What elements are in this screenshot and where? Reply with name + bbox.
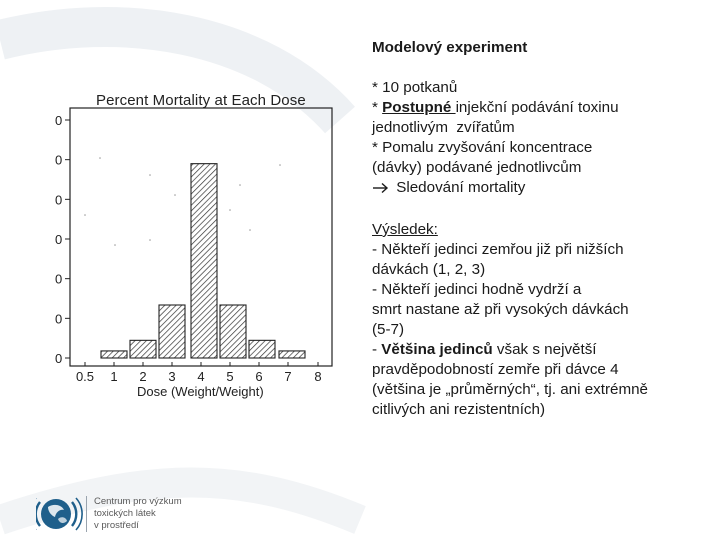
desc-line: jednotlivým zvířatům: [372, 119, 515, 136]
bar-dose-2: [130, 340, 156, 358]
results-bold: Většina jedinců: [381, 341, 493, 358]
x-tick-label: 4: [197, 369, 205, 384]
logo-line: toxických látek: [94, 508, 156, 519]
noise-dot: [149, 174, 151, 176]
results-line: citlivých ani rezistentních): [372, 401, 546, 418]
desc-underlined: Postupné: [382, 99, 456, 116]
chart-x-axis-label: Dose (Weight/Weight): [137, 384, 264, 399]
x-tick-label: 3: [168, 369, 176, 384]
bar-dose-3: [159, 305, 185, 358]
results-line: smrt nastane až při vysokých dávkách: [372, 301, 629, 318]
desc-line: (dávky) podávané jednotlivcům: [372, 159, 582, 176]
bar-dose-4: [191, 164, 217, 358]
y-tick-label: 0: [55, 152, 63, 168]
y-tick-label: 0: [55, 311, 63, 327]
noise-dot: [114, 244, 116, 246]
y-tick-label: 0: [55, 192, 63, 208]
y-tick-label: 0: [55, 271, 63, 287]
bar-dose-1: [101, 351, 127, 358]
x-tick-label: 6: [255, 369, 263, 384]
y-tick-label: 0: [55, 113, 63, 128]
noise-dot: [279, 164, 281, 166]
desc-rest: injekční podávání toxinu: [455, 99, 619, 116]
bar-dose-7: [279, 351, 305, 358]
x-tick-label: 5: [226, 369, 234, 384]
x-tick-label: 1: [110, 369, 118, 384]
right-arrow-icon: [372, 182, 390, 194]
experiment-description: [372, 78, 712, 198]
results-line: pravděpodobností zemře při dávce 4: [372, 361, 619, 378]
y-tick-label: 0: [55, 232, 63, 247]
desc-prefix: *: [372, 99, 383, 116]
noise-dot: [239, 184, 241, 186]
results-heading: Výsledek:: [372, 221, 438, 238]
bar-dose-5: [220, 305, 246, 358]
results-prefix: -: [372, 341, 382, 358]
results-description: [372, 220, 712, 420]
noise-dot: [249, 229, 251, 231]
logo-divider: [86, 496, 87, 532]
x-tick-label: 2: [139, 369, 147, 384]
bar-dose-6: [249, 340, 275, 358]
desc-line: * Pomalu zvyšování koncentrace: [372, 139, 593, 156]
desc-line: * 10 potkanů: [372, 79, 458, 96]
slide-heading: Modelový experiment: [372, 39, 528, 56]
desc-arrow-text: Sledování mortality: [392, 179, 526, 196]
text-panel: [372, 38, 712, 442]
results-line: [372, 340, 712, 360]
desc-line: [372, 178, 712, 198]
y-tick-label: 0: [55, 351, 63, 366]
logo-line: Centrum pro výzkum: [94, 496, 182, 507]
noise-dot: [84, 214, 86, 216]
results-line: - Někteří jedinci hodně vydrží a: [372, 281, 582, 298]
noise-dot: [99, 157, 101, 159]
x-tick-label: 0.5: [75, 369, 95, 384]
results-line: (5-7): [372, 321, 405, 338]
noise-dot: [229, 209, 231, 211]
results-line: dávkách (1, 2, 3): [372, 261, 486, 278]
x-tick-label: 7: [284, 369, 292, 384]
logo-text: [94, 496, 214, 532]
results-rest: však s největší: [492, 341, 597, 358]
logo-line: v prostředí: [94, 520, 139, 531]
noise-dot: [149, 239, 151, 241]
x-tick-label: 8: [314, 369, 322, 384]
results-line: (většina je „průměrných“, tj. ani extrémně: [372, 381, 649, 398]
chart-title: Percent Mortality at Each Dose: [96, 92, 306, 109]
results-line: - Někteří jedinci zemřou již při nižších: [372, 241, 624, 258]
desc-line: [372, 98, 712, 118]
noise-dot: [174, 194, 176, 196]
